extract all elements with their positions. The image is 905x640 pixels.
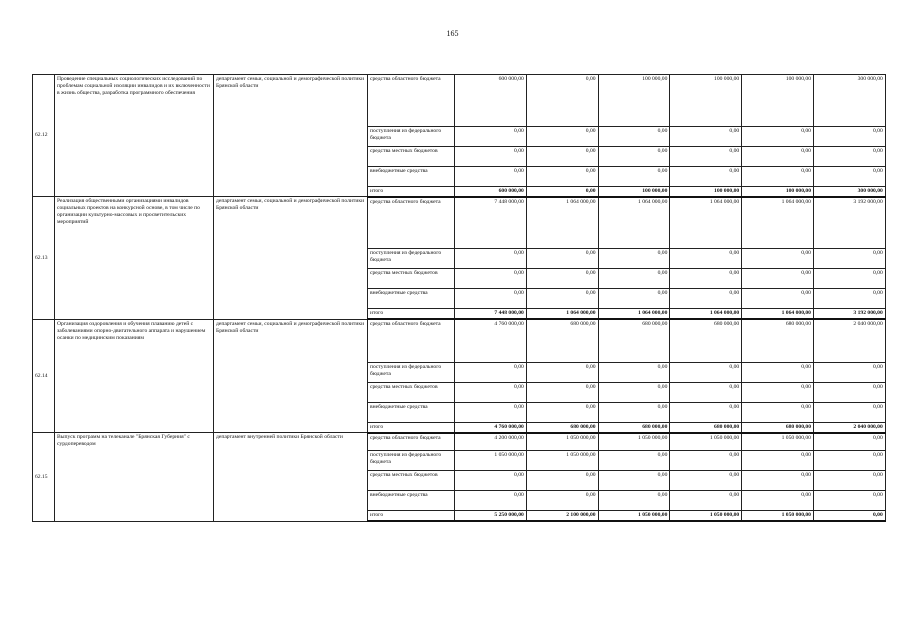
amount-cell: 1 064 000,00 <box>526 197 598 249</box>
amount-cell: 100 000,00 <box>598 187 670 197</box>
amount-cell: 0,00 <box>813 433 885 451</box>
page-number: 165 <box>446 29 459 38</box>
amount-cell: 1 050 000,00 <box>526 433 598 451</box>
measure-executor: департамент семьи, социальной и демографической политики Брянской области <box>214 319 368 432</box>
amount-cell: 0,00 <box>742 167 814 187</box>
amount-cell: 0,00 <box>598 269 670 289</box>
funding-source-label: внебюджетные средства <box>368 289 455 309</box>
amount-cell: 0,00 <box>526 127 598 147</box>
measure-executor: департамент семьи, социальной и демографической политики Брянской области <box>214 75 368 197</box>
source-row <box>33 433 886 451</box>
amount-cell: 0,00 <box>670 451 742 471</box>
amount-cell: 100 000,00 <box>670 75 742 127</box>
amount-cell: 0,00 <box>455 362 527 382</box>
amount-cell: 7 448 000,00 <box>455 309 527 319</box>
amount-cell: 0,00 <box>526 362 598 382</box>
amount-cell: 0,00 <box>455 127 527 147</box>
funding-source-label: итого <box>368 422 455 432</box>
amount-cell: 0,00 <box>813 382 885 402</box>
amount-cell: 0,00 <box>670 382 742 402</box>
amount-cell: 0,00 <box>526 75 598 127</box>
amount-cell: 0,00 <box>526 289 598 309</box>
measure-name: Проведение специальных социологических исследований по проблемам социальной изоляции инвалидов и их включенности в жизнь общества, разработка программного обеспечения <box>55 75 214 197</box>
measure-number: 62.15 <box>33 433 55 521</box>
funding-source-label: средства областного бюджета <box>368 433 455 451</box>
funding-source-label: итого <box>368 187 455 197</box>
amount-cell: 0,00 <box>455 491 527 511</box>
amount-cell: 0,00 <box>742 147 814 167</box>
amount-cell: 0,00 <box>526 491 598 511</box>
amount-cell: 0,00 <box>742 289 814 309</box>
amount-cell: 680 000,00 <box>742 422 814 432</box>
amount-cell: 4 200 000,00 <box>455 433 527 451</box>
amount-cell: 680 000,00 <box>670 319 742 362</box>
amount-cell: 100 000,00 <box>598 75 670 127</box>
funding-source-label: средства местных бюджетов <box>368 147 455 167</box>
amount-cell: 4 760 000,00 <box>455 319 527 362</box>
amount-cell: 0,00 <box>813 471 885 491</box>
funding-source-label: итого <box>368 511 455 521</box>
funding-source-label: внебюджетные средства <box>368 167 455 187</box>
amount-cell: 0,00 <box>598 382 670 402</box>
amount-cell: 0,00 <box>742 471 814 491</box>
amount-cell: 0,00 <box>813 451 885 471</box>
amount-cell: 0,00 <box>742 382 814 402</box>
amount-cell: 0,00 <box>455 167 527 187</box>
amount-cell: 1 064 000,00 <box>670 197 742 249</box>
amount-cell: 680 000,00 <box>670 422 742 432</box>
amount-cell: 0,00 <box>813 167 885 187</box>
amount-cell: 1 064 000,00 <box>526 309 598 319</box>
measure-name: Организация оздоровления и обучения плаванию детей с заболеваниями опорно-двигательного аппарата и нарушением осанки по медицинским показаниям <box>55 319 214 432</box>
amount-cell: 0,00 <box>526 402 598 422</box>
amount-cell: 0,00 <box>526 269 598 289</box>
amount-cell: 0,00 <box>670 289 742 309</box>
amount-cell: 5 250 000,00 <box>455 511 527 521</box>
amount-cell: 680 000,00 <box>742 319 814 362</box>
amount-cell: 1 050 000,00 <box>598 511 670 521</box>
amount-cell: 0,00 <box>598 249 670 269</box>
amount-cell: 680 000,00 <box>526 422 598 432</box>
amount-cell: 0,00 <box>670 127 742 147</box>
amount-cell: 1 050 000,00 <box>742 511 814 521</box>
amount-cell: 3 192 000,00 <box>813 309 885 319</box>
amount-cell: 0,00 <box>742 491 814 511</box>
funding-source-label: поступления из федерального бюджета <box>368 127 455 147</box>
amount-cell: 0,00 <box>598 127 670 147</box>
amount-cell: 0,00 <box>455 269 527 289</box>
budget-table <box>32 74 886 522</box>
source-row <box>33 197 886 249</box>
amount-cell: 100 000,00 <box>742 187 814 197</box>
amount-cell: 0,00 <box>742 127 814 147</box>
amount-cell: 4 760 000,00 <box>455 422 527 432</box>
amount-cell: 1 064 000,00 <box>598 309 670 319</box>
amount-cell: 0,00 <box>598 471 670 491</box>
budget-table-body <box>33 75 886 522</box>
amount-cell: 0,00 <box>813 127 885 147</box>
amount-cell: 0,00 <box>670 491 742 511</box>
amount-cell: 1 050 000,00 <box>598 433 670 451</box>
funding-source-label: поступления из федерального бюджета <box>368 362 455 382</box>
amount-cell: 680 000,00 <box>598 422 670 432</box>
amount-cell: 300 000,00 <box>813 75 885 127</box>
amount-cell: 1 064 000,00 <box>670 309 742 319</box>
measure-executor: департамент семьи, социальной и демографической политики Брянской области <box>214 197 368 319</box>
amount-cell: 0,00 <box>742 402 814 422</box>
amount-cell: 0,00 <box>742 249 814 269</box>
amount-cell: 0,00 <box>813 249 885 269</box>
amount-cell: 0,00 <box>813 511 885 521</box>
measure-number: 62.14 <box>33 319 55 432</box>
funding-source-label: итого <box>368 309 455 319</box>
funding-source-label: поступления из федерального бюджета <box>368 451 455 471</box>
amount-cell: 300 000,00 <box>813 187 885 197</box>
amount-cell: 0,00 <box>455 289 527 309</box>
amount-cell: 0,00 <box>526 187 598 197</box>
funding-source-label: внебюджетные средства <box>368 491 455 511</box>
amount-cell: 2 100 000,00 <box>526 511 598 521</box>
amount-cell: 0,00 <box>526 167 598 187</box>
amount-cell: 0,00 <box>526 382 598 402</box>
amount-cell: 1 050 000,00 <box>455 451 527 471</box>
amount-cell: 0,00 <box>598 402 670 422</box>
amount-cell: 0,00 <box>670 471 742 491</box>
amount-cell: 0,00 <box>598 362 670 382</box>
amount-cell: 0,00 <box>455 471 527 491</box>
amount-cell: 1 050 000,00 <box>526 451 598 471</box>
amount-cell: 0,00 <box>455 249 527 269</box>
amount-cell: 0,00 <box>598 451 670 471</box>
measure-executor: департамент внутренней политики Брянской области <box>214 433 368 521</box>
measure-name: Выпуск программ на телеканале "Брянская Губерния" с сурдопереводом <box>55 433 214 521</box>
amount-cell: 0,00 <box>670 362 742 382</box>
amount-cell: 3 192 000,00 <box>813 197 885 249</box>
amount-cell: 0,00 <box>742 269 814 289</box>
funding-source-label: средства областного бюджета <box>368 197 455 249</box>
amount-cell: 1 064 000,00 <box>598 197 670 249</box>
amount-cell: 0,00 <box>742 362 814 382</box>
funding-source-label: средства местных бюджетов <box>368 471 455 491</box>
amount-cell: 2 040 000,00 <box>813 319 885 362</box>
amount-cell: 0,00 <box>598 289 670 309</box>
funding-source-label: средства областного бюджета <box>368 75 455 127</box>
amount-cell: 0,00 <box>813 491 885 511</box>
amount-cell: 0,00 <box>455 147 527 167</box>
amount-cell: 680 000,00 <box>526 319 598 362</box>
amount-cell: 0,00 <box>813 402 885 422</box>
source-row <box>33 319 886 362</box>
amount-cell: 0,00 <box>670 147 742 167</box>
amount-cell: 0,00 <box>813 147 885 167</box>
amount-cell: 0,00 <box>526 249 598 269</box>
amount-cell: 600 000,00 <box>455 187 527 197</box>
funding-source-label: средства местных бюджетов <box>368 269 455 289</box>
funding-source-label: внебюджетные средства <box>368 402 455 422</box>
amount-cell: 7 448 000,00 <box>455 197 527 249</box>
amount-cell: 0,00 <box>813 362 885 382</box>
amount-cell: 1 050 000,00 <box>742 433 814 451</box>
amount-cell: 680 000,00 <box>598 319 670 362</box>
amount-cell: 1 064 000,00 <box>742 197 814 249</box>
funding-source-label: средства местных бюджетов <box>368 382 455 402</box>
amount-cell: 1 050 000,00 <box>670 433 742 451</box>
amount-cell: 1 064 000,00 <box>742 309 814 319</box>
amount-cell: 0,00 <box>526 147 598 167</box>
funding-source-label: поступления из федерального бюджета <box>368 249 455 269</box>
amount-cell: 0,00 <box>526 471 598 491</box>
amount-cell: 0,00 <box>598 167 670 187</box>
funding-source-label: средства областного бюджета <box>368 319 455 362</box>
measure-name: Реализация общественными организациями инвалидов социальных проектов на конкурсной основе, в том числе по организации культурно-массовых и просветительских мероприятий <box>55 197 214 319</box>
amount-cell: 100 000,00 <box>742 75 814 127</box>
amount-cell: 0,00 <box>670 402 742 422</box>
amount-cell: 0,00 <box>598 491 670 511</box>
amount-cell: 1 050 000,00 <box>670 511 742 521</box>
amount-cell: 0,00 <box>670 167 742 187</box>
amount-cell: 0,00 <box>670 269 742 289</box>
amount-cell: 2 040 000,00 <box>813 422 885 432</box>
amount-cell: 0,00 <box>598 147 670 167</box>
amount-cell: 0,00 <box>455 382 527 402</box>
measure-number: 62.13 <box>33 197 55 319</box>
amount-cell: 0,00 <box>670 249 742 269</box>
measure-number: 62.12 <box>33 75 55 197</box>
amount-cell: 0,00 <box>455 402 527 422</box>
amount-cell: 100 000,00 <box>670 187 742 197</box>
amount-cell: 0,00 <box>813 289 885 309</box>
amount-cell: 600 000,00 <box>455 75 527 127</box>
source-row <box>33 75 886 127</box>
amount-cell: 0,00 <box>813 269 885 289</box>
amount-cell: 0,00 <box>742 451 814 471</box>
